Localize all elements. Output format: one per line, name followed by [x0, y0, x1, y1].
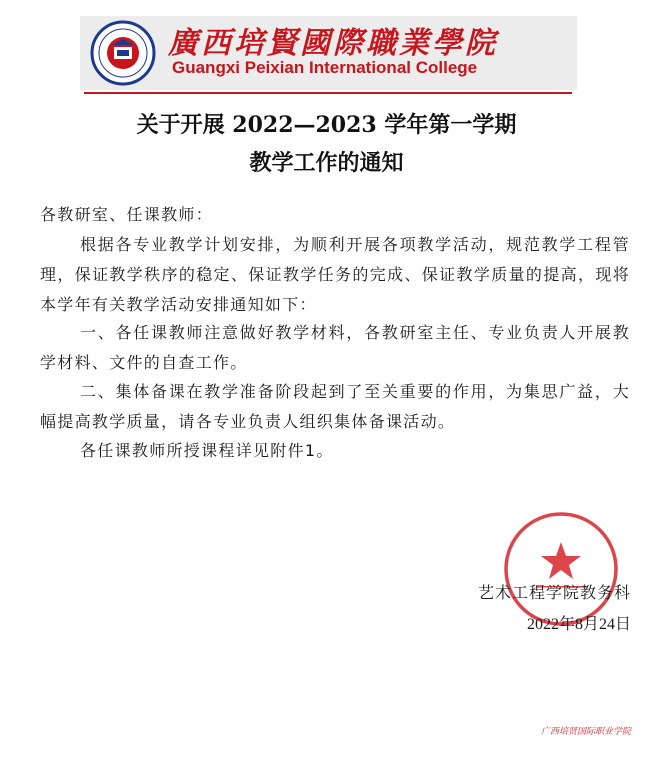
paragraph-item-2: 二、集体备课在教学准备阶段起到了至关重要的作用，为集思广益，大幅提高教学质量，请各专业负责人组织集体备课活动。: [40, 382, 630, 431]
header-divider: [84, 92, 572, 94]
college-logo: [90, 20, 156, 86]
paragraph-attachment: 各任课教师所授课程详见附件1。: [80, 441, 334, 460]
salutation: 各教研室、任课教师：: [40, 205, 214, 224]
footer-watermark: 广西培贤国际职业学院: [540, 727, 631, 737]
notice-title-line2: 教学工作的通知: [249, 150, 404, 176]
issue-date: 2022年8月24日: [526, 616, 631, 633]
signer: 艺术工程学院教务科: [477, 583, 631, 602]
paragraph-item-1: 一、各任课教师注意做好教学材料，各教研室主任、专业负责人开展教学材料、文件的自查工作。: [40, 323, 630, 372]
notice-title-line1: 关于开展 2022—2023 学年第一学期: [136, 112, 517, 138]
college-name-en: Guangxi Peixian International College: [172, 58, 478, 77]
college-name-cn: 廣西培賢國際職業學院: [168, 26, 498, 61]
paragraph-intro: 根据各专业教学计划安排，为顺利开展各项教学活动，规范教学工程管理，保证教学秩序的稳定、保证教学任务的完成、保证教学质量的提高，现将本学年有关教学活动安排通知如下：: [40, 235, 630, 314]
